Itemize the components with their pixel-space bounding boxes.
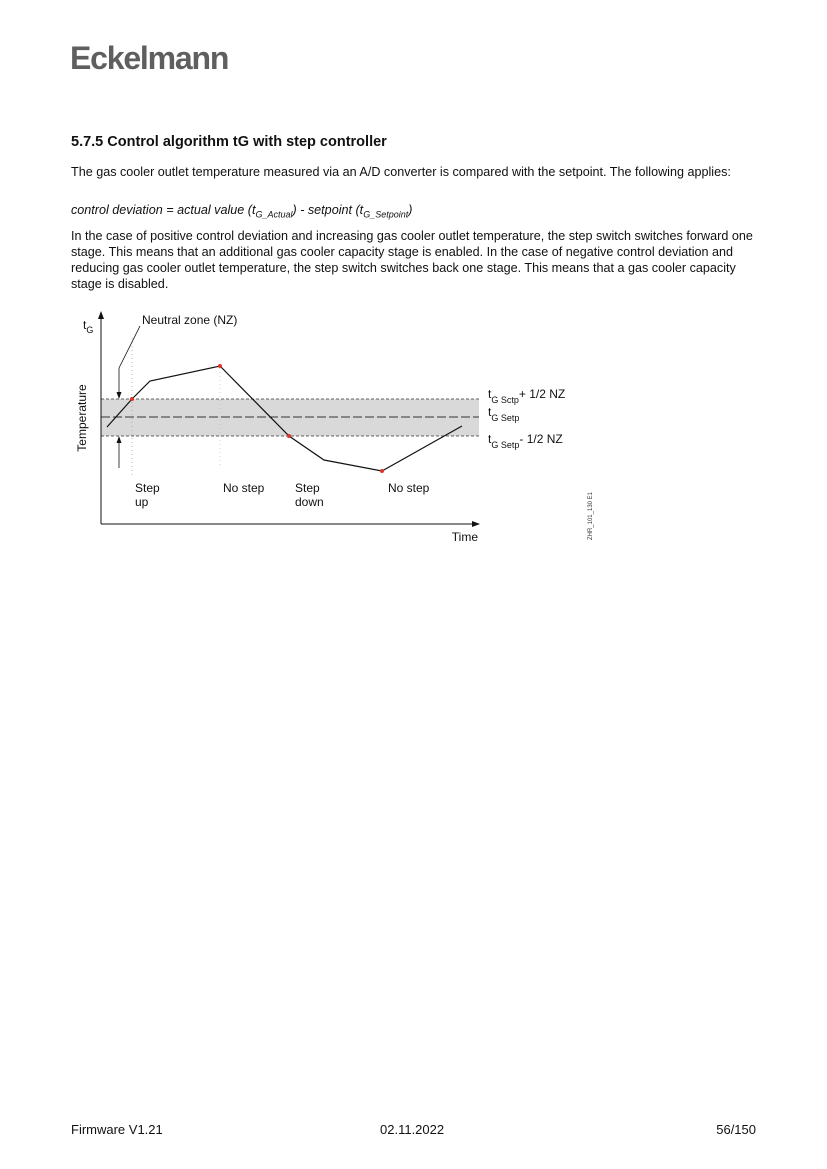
formula-part1: control deviation = actual value (t xyxy=(71,203,256,217)
nz-arrow-down-icon xyxy=(117,392,122,399)
eckelmann-logo: Eckelmann xyxy=(70,40,229,76)
x-axis-label: Time xyxy=(451,530,478,544)
step-controller-diagram xyxy=(70,308,610,558)
y-axis-arrow-icon xyxy=(98,311,104,319)
footer-date: 02.11.2022 xyxy=(380,1122,445,1137)
neutral-zone-label: Neutral zone (NZ) xyxy=(142,313,238,327)
formula-sub-setpoint: G_Setpoint xyxy=(363,209,409,220)
marker-no-step-low xyxy=(380,469,384,473)
formula-sub-actual: G_Actual xyxy=(255,209,293,220)
x-axis-arrow-icon xyxy=(472,521,480,527)
lower-limit-label: $t_{G Setp}-$ 1/2 NZ xyxy=(488,432,563,450)
y-axis-label: Temperature xyxy=(75,384,89,452)
marker-step-down xyxy=(287,434,291,438)
figure-doc-id: ZHR_101_130 E1 xyxy=(588,491,594,541)
nz-leader-line xyxy=(119,326,140,368)
marker-step-up xyxy=(130,397,134,401)
footer-page-number: 56/150 xyxy=(716,1122,756,1137)
nz-arrow-up-icon xyxy=(117,436,122,443)
formula-part3: ) xyxy=(408,203,413,217)
upper-limit-label: $t_{G Sctp}+ 1/2$ NZ xyxy=(488,387,566,405)
diagram-svg xyxy=(70,308,610,558)
neutral-zone-band xyxy=(101,399,479,436)
footer-firmware-version: Firmware V1.21 xyxy=(71,1122,163,1137)
marker-no-step-high xyxy=(218,364,222,368)
event-label-step-down: Step down xyxy=(295,481,324,509)
event-label-no-step-2: No step xyxy=(388,481,430,495)
setpoint-label: $t_{G Setp}$ xyxy=(488,405,520,423)
intro-paragraph: The gas cooler outlet temperature measured via an A/D converter is compared with the setpoint. The following applies: xyxy=(71,165,731,179)
section-heading: 5.7.5 Control algorithm tG with step controller xyxy=(71,134,387,150)
body-paragraph: In the case of positive control deviation and increasing gas cooler outlet temperature, the step switch switches forward one stage. This means that an additional gas cooler capacity stage is enabled. In the case of negative control deviation and reducing gas cooler outlet temperature, the step switch switches back one stage. This means that a gas cooler capacity stage is disabled. xyxy=(71,229,753,291)
event-label-step-up: Step up xyxy=(135,481,160,509)
formula-part2: ) - setpoint (t xyxy=(292,203,364,217)
event-label-no-step-1: No step xyxy=(223,481,265,495)
control-deviation-formula xyxy=(71,203,412,220)
y-axis-symbol: $t_G$ xyxy=(83,318,94,335)
